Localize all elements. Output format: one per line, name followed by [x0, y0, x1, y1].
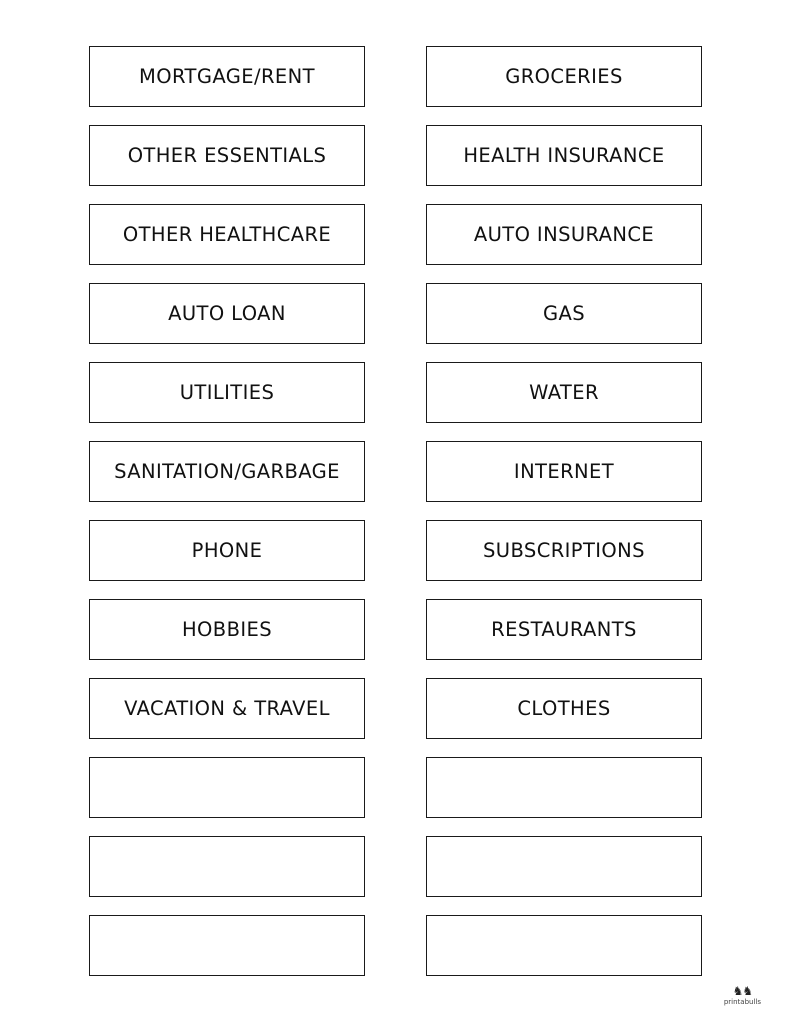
- label-box-water: WATER: [426, 362, 702, 423]
- label-box-blank-6: [426, 915, 702, 976]
- label-box-blank-2: [426, 757, 702, 818]
- label-box-hobbies: HOBBIES: [89, 599, 365, 660]
- label-box-vacation-travel: VACATION & TRAVEL: [89, 678, 365, 739]
- label-grid: [89, 46, 702, 976]
- label-box-clothes: CLOTHES: [426, 678, 702, 739]
- label-box-blank-4: [426, 836, 702, 897]
- label-box-other-essentials: OTHER ESSENTIALS: [89, 125, 365, 186]
- label-box-auto-insurance: AUTO INSURANCE: [426, 204, 702, 265]
- label-box-phone: PHONE: [89, 520, 365, 581]
- label-box-gas: GAS: [426, 283, 702, 344]
- label-box-blank-3: [89, 836, 365, 897]
- label-box-blank-5: [89, 915, 365, 976]
- label-box-other-healthcare: OTHER HEALTHCARE: [89, 204, 365, 265]
- label-box-utilities: UTILITIES: [89, 362, 365, 423]
- label-box-internet: INTERNET: [426, 441, 702, 502]
- label-box-health-insurance: HEALTH INSURANCE: [426, 125, 702, 186]
- label-box-restaurants: RESTAURANTS: [426, 599, 702, 660]
- label-box-mortgage-rent: MORTGAGE/RENT: [89, 46, 365, 107]
- label-box-auto-loan: AUTO LOAN: [89, 283, 365, 344]
- label-box-groceries: GROCERIES: [426, 46, 702, 107]
- brand-name: printabulls: [723, 998, 761, 1006]
- bull-logo-icon: ♞♞: [732, 984, 753, 998]
- brand-logo: [724, 985, 761, 1006]
- label-box-sanitation-garbage: SANITATION/GARBAGE: [89, 441, 365, 502]
- label-box-subscriptions: SUBSCRIPTIONS: [426, 520, 702, 581]
- label-box-blank-1: [89, 757, 365, 818]
